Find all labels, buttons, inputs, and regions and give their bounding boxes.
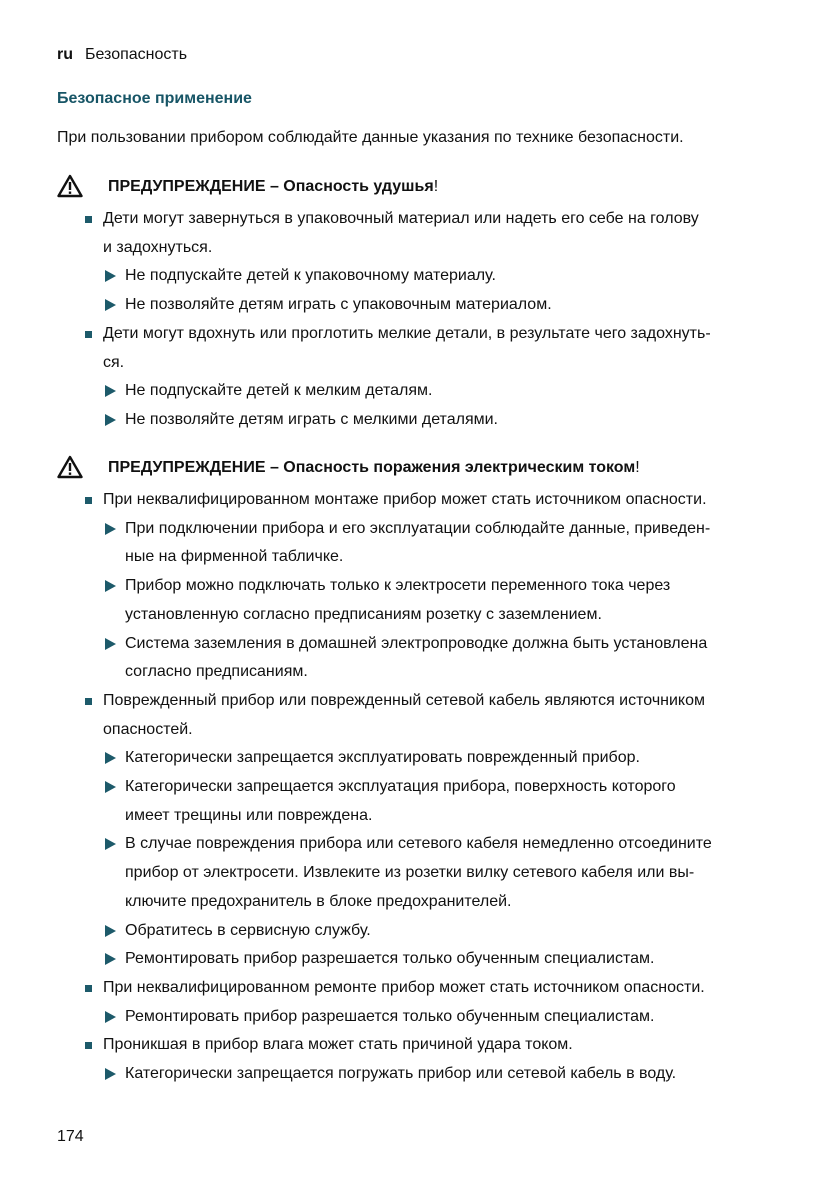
instruction-item — [57, 291, 797, 320]
item-text-continued: опасностей. — [103, 720, 193, 738]
item-text-continued: ные на фирменной табличке. — [125, 548, 344, 566]
triangle-arrow-icon — [105, 270, 116, 282]
triangle-arrow-icon — [105, 385, 116, 397]
triangle-arrow-icon — [105, 925, 116, 937]
triangle-arrow-icon — [105, 414, 116, 426]
triangle-arrow-icon — [105, 638, 116, 650]
instruction-item — [57, 630, 797, 687]
instruction-item — [57, 830, 797, 916]
warning-heading — [57, 177, 797, 205]
instruction-item — [57, 744, 797, 773]
item-text: При подключении прибора и его эксплуатации соблюдайте данные, приведен- — [125, 519, 711, 537]
section-title: Безопасное применение — [57, 90, 252, 107]
warning-heading — [57, 458, 797, 486]
warning-triangle-icon — [57, 455, 83, 479]
item-text: Не позволяйте детям играть с упаковочным материалом. — [125, 296, 552, 314]
instruction-item — [57, 917, 797, 946]
triangle-arrow-icon — [105, 1068, 116, 1080]
hazard-item — [57, 486, 797, 515]
language-code: ru — [57, 46, 73, 63]
hazard-item — [57, 687, 797, 744]
square-bullet-icon — [85, 1042, 92, 1049]
item-text: Ремонтировать прибор разрешается только обученным специалистам. — [125, 950, 655, 968]
item-text: Категорически запрещается погружать прибор или сетевой кабель в воду. — [125, 1065, 677, 1083]
triangle-arrow-icon — [105, 838, 116, 850]
triangle-arrow-icon — [105, 781, 116, 793]
item-text: Прибор можно подключать только к электросети переменного тока через — [125, 577, 671, 595]
item-text-continued: ся. — [103, 353, 125, 371]
item-text: При неквалифицированном монтаже прибор может стать источником опасности. — [103, 491, 707, 508]
instruction-item — [57, 1060, 797, 1089]
instruction-item — [57, 406, 797, 435]
item-text: Ремонтировать прибор разрешается только обученным специалистам. — [125, 1007, 655, 1025]
item-text-continued: имеет трещины или повреждена. — [125, 806, 373, 824]
item-text: Система заземления в домашней электропроводке должна быть установлена — [125, 634, 708, 652]
item-text: Категорически запрещается эксплуатация прибора, поверхность которого — [125, 778, 676, 796]
warning-triangle-icon — [57, 174, 83, 198]
item-text: В случае повреждения прибора или сетевого кабеля немедленно отсоедините — [125, 835, 712, 853]
square-bullet-icon — [85, 216, 92, 223]
item-text: Категорически запрещается эксплуатировать поврежденный прибор. — [125, 749, 640, 767]
hazard-item — [57, 320, 797, 377]
intro-paragraph: При пользовании прибором соблюдайте данные указания по технике безопасности. — [57, 129, 684, 146]
square-bullet-icon — [85, 698, 92, 705]
item-text: При неквалифицированном ремонте прибор может стать источником опасности. — [103, 978, 705, 996]
square-bullet-icon — [85, 331, 92, 338]
instruction-item — [57, 1003, 797, 1032]
warning-exclamation: ! — [635, 459, 640, 476]
page-number: 174 — [57, 1128, 84, 1145]
instruction-item — [57, 377, 797, 406]
instruction-item — [57, 945, 797, 974]
square-bullet-icon — [85, 497, 92, 504]
instruction-item — [57, 515, 797, 572]
item-text: Не подпускайте детей к мелким деталям. — [125, 382, 433, 400]
warning-label: ПРЕДУПРЕЖДЕНИЕ – Опасность удушья — [108, 178, 434, 195]
triangle-arrow-icon — [105, 299, 116, 311]
triangle-arrow-icon — [105, 1011, 116, 1023]
warning-block — [57, 177, 797, 435]
item-text-continued: прибор от электросети. Извлеките из розетки вилку сетевого кабеля или вы- — [125, 864, 695, 882]
item-text: Обратитесь в сервисную службу. — [125, 921, 371, 939]
instruction-item — [57, 572, 797, 629]
warning-exclamation: ! — [433, 178, 439, 195]
header-section: Безопасность — [85, 46, 188, 63]
item-text: Не подпускайте детей к упаковочному материалу. — [125, 267, 496, 285]
item-text-continued: ключите предохранитель в блоке предохранителей. — [125, 892, 512, 910]
item-text-continued: согласно предписаниям. — [125, 663, 308, 681]
square-bullet-icon — [85, 985, 92, 992]
triangle-arrow-icon — [105, 752, 116, 764]
item-text: Дети могут завернуться в упаковочный материал или надеть его себе на голову — [103, 210, 699, 227]
triangle-arrow-icon — [105, 523, 116, 535]
item-text: Поврежденный прибор или поврежденный сетевой кабель являются источником — [103, 691, 705, 709]
item-text: Проникшая в прибор влага может стать причиной удара током. — [103, 1036, 573, 1054]
item-text-continued: и задохнуться. — [103, 238, 213, 256]
item-text-continued: установленную согласно предписаниям розетку с заземлением. — [125, 605, 602, 623]
item-text: Дети могут вдохнуть или проглотить мелкие детали, в результате чего задохнуть- — [103, 324, 711, 342]
hazard-item — [57, 205, 797, 262]
item-text: Не позволяйте детям играть с мелкими деталями. — [125, 410, 498, 428]
warning-label: ПРЕДУПРЕЖДЕНИЕ – Опасность поражения электрическим током — [108, 459, 636, 476]
warning-block — [57, 458, 797, 1089]
hazard-item — [57, 1031, 797, 1060]
triangle-arrow-icon — [105, 953, 116, 965]
triangle-arrow-icon — [105, 580, 116, 592]
hazard-item — [57, 974, 797, 1003]
instruction-item — [57, 773, 797, 830]
running-header — [57, 45, 187, 65]
instruction-item — [57, 262, 797, 291]
